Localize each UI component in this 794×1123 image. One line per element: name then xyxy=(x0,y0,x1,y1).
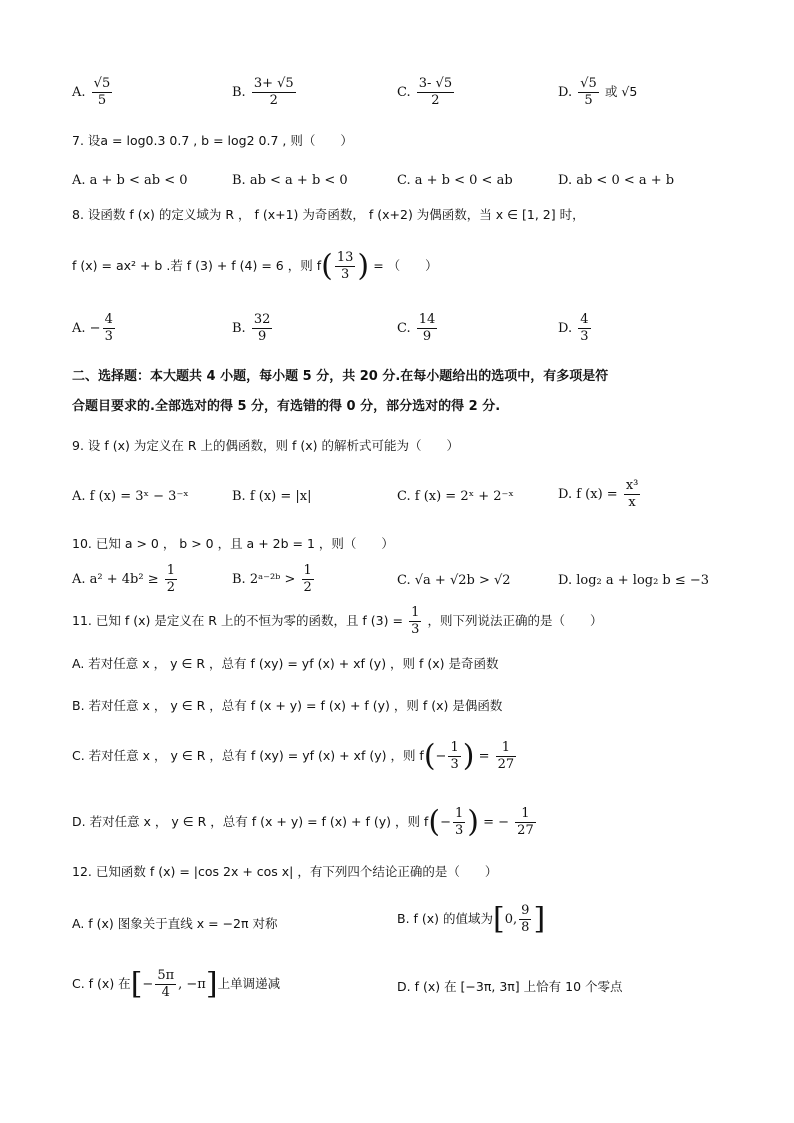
denominator: 3 xyxy=(580,329,589,344)
option-text: D. 若对任意 x ， y ∈ R ，总有 f (x + y) = f (x) + f (y) ，则 f xyxy=(72,814,429,829)
q9-stem: 9. 设 f (x) 为定义在 R 上的偶函数，则 f (x) 的解析式可能为（ ） xyxy=(72,438,459,453)
numerator: 4 xyxy=(580,312,589,327)
q9-option-d xyxy=(558,478,642,511)
q11-option-a: A. 若对任意 x ， y ∈ R ，总有 f (xy) = yf (x) + xf (y) ，则 f (x) 是奇函数 xyxy=(72,656,499,671)
q12-option-a: A. f (x) 图象关于直线 x = −2π 对称 xyxy=(72,916,278,931)
q7-option-d: D. ab < 0 < a + b xyxy=(558,173,675,188)
option-text: D. f (x) = xyxy=(558,487,618,502)
numerator: 1 xyxy=(411,605,420,620)
q9-option-c: C. f (x) = 2ˣ + 2⁻ˣ xyxy=(397,489,514,504)
minus-sign: − xyxy=(435,749,447,764)
section-heading-line2: 合题目要求的.全部选对的得 5 分，有选错的得 0 分，部分选对的得 2 分. xyxy=(72,399,501,414)
q8-stem-pre: f (x) = ax² + b .若 f (3) + f (4) = 6 ，则 f xyxy=(72,258,322,273)
fraction xyxy=(453,806,465,839)
fraction xyxy=(252,312,273,345)
q9-option-a: A. f (x) = 3ˣ − 3⁻ˣ xyxy=(72,489,189,504)
numerator: √5 xyxy=(580,76,597,91)
numerator: 5π xyxy=(157,968,175,983)
q7-option-c: C. a + b < 0 < ab xyxy=(397,173,513,188)
q6-option-c xyxy=(397,76,456,109)
option-label: C. xyxy=(397,321,411,336)
right-paren: ) xyxy=(462,738,475,774)
numerator: 1 xyxy=(496,740,517,757)
q6-option-b xyxy=(232,76,298,109)
q8-option-b xyxy=(232,312,274,345)
option-label: D. xyxy=(558,85,573,100)
q12-option-c xyxy=(72,968,280,1001)
denominator: 5 xyxy=(584,93,593,108)
q11-stem xyxy=(72,605,603,638)
numerator: 1 xyxy=(166,563,176,578)
fraction xyxy=(165,563,177,596)
left-paren: ( xyxy=(423,738,436,774)
denominator: 3 xyxy=(411,622,420,637)
q6-option-a xyxy=(72,76,114,109)
q8-stem-line1: 8. 设函数 f (x) 的定义域为 R ， f (x+1) 为奇函数， f (x+2) 为偶函数，当 x ∈ [1, 2] 时， xyxy=(72,207,585,222)
left-bracket: [ xyxy=(493,901,505,937)
denominator: 4 xyxy=(161,985,170,1000)
fraction xyxy=(252,76,296,109)
fraction xyxy=(103,312,115,345)
numerator: 1 xyxy=(515,806,536,823)
fraction xyxy=(155,968,176,1001)
denominator: 3 xyxy=(104,329,113,344)
minus-sign: − xyxy=(89,321,101,336)
q8-stem-post: = （ ） xyxy=(373,258,438,273)
fraction xyxy=(624,478,641,511)
numerator: 13 xyxy=(336,250,354,265)
fraction xyxy=(417,312,438,345)
q7-option-a: A. a + b < ab < 0 xyxy=(72,173,188,188)
option-text: B. 2ᵃ⁻²ᵇ > xyxy=(232,572,296,587)
left-bracket: [ xyxy=(130,966,143,1002)
numerator: 1 xyxy=(450,740,459,755)
fraction xyxy=(448,740,460,773)
q10-option-a xyxy=(72,563,179,596)
q10-option-d: D. log₂ a + log₂ b ≤ −3 xyxy=(558,573,710,588)
fraction xyxy=(496,740,517,773)
denominator: 3 xyxy=(340,267,350,282)
fraction xyxy=(578,312,590,345)
right-paren: ) xyxy=(467,804,479,840)
option-text: A. a² + 4b² ≥ xyxy=(72,572,159,587)
option-text: B. f (x) 的值域为 xyxy=(397,911,494,926)
denominator: 9 xyxy=(257,329,267,344)
denominator: 8 xyxy=(521,920,530,935)
denominator: 3 xyxy=(450,757,459,772)
option-label: A. xyxy=(72,85,86,100)
numerator: 1 xyxy=(454,806,464,821)
option-label: C. xyxy=(397,85,411,100)
numerator: 3- √5 xyxy=(418,76,453,91)
q6-option-d xyxy=(558,76,637,109)
option-label: D. xyxy=(558,321,573,336)
q7-option-b: B. ab < a + b < 0 xyxy=(232,173,348,188)
option-label: B. xyxy=(232,85,246,100)
q8-option-c xyxy=(397,312,439,345)
right-paren: ) xyxy=(357,248,370,284)
q8-option-d xyxy=(558,312,593,345)
q11-option-b: B. 若对任意 x ， y ∈ R ，总有 f (x + y) = f (x) + f (y) ，则 f (x) 是偶函数 xyxy=(72,698,503,713)
interval-right: , −π xyxy=(178,977,206,992)
q12-option-b xyxy=(397,903,545,936)
q10-option-c: C. √a + √2b > √2 xyxy=(397,573,511,588)
numerator: 32 xyxy=(253,312,271,327)
denominator: 27 xyxy=(517,823,534,838)
minus-sign: − xyxy=(440,815,451,830)
q8-option-a xyxy=(72,312,117,345)
option-label: B. xyxy=(232,321,246,336)
option-tail: 上单调递减 xyxy=(217,976,281,991)
option-tail: 或 √5 xyxy=(604,84,638,99)
option-label: A. xyxy=(72,321,86,336)
denominator: 2 xyxy=(303,580,312,595)
q11-stem-post: ，则下列说法正确的是（ ） xyxy=(427,613,603,628)
fraction xyxy=(519,903,531,936)
right-bracket: ] xyxy=(205,966,218,1002)
fraction xyxy=(92,76,113,109)
q9-option-b: B. f (x) = |x| xyxy=(232,489,312,504)
denominator: 27 xyxy=(497,757,515,772)
numerator: 3+ √5 xyxy=(253,76,294,91)
q8-stem-line2 xyxy=(72,250,438,283)
fraction xyxy=(578,76,599,109)
q10-stem: 10. 已知 a > 0 ， b > 0 ，且 a + 2b = 1 ，则（ ） xyxy=(72,536,394,551)
fraction xyxy=(515,806,536,839)
fraction xyxy=(417,76,454,109)
equals-minus: = − xyxy=(483,815,510,830)
left-paren: ( xyxy=(428,804,441,840)
numerator: 1 xyxy=(303,563,312,578)
denominator: 2 xyxy=(431,93,440,108)
left-paren: ( xyxy=(321,248,333,284)
denominator: 9 xyxy=(422,329,432,344)
numerator: 9 xyxy=(521,903,530,918)
q12-option-d: D. f (x) 在 [−3π, 3π] 上恰有 10 个零点 xyxy=(397,979,623,994)
numerator: 4 xyxy=(104,312,113,327)
interval-left: 0, xyxy=(504,912,518,927)
denominator: 2 xyxy=(166,580,176,595)
denominator: x xyxy=(628,495,636,510)
denominator: 2 xyxy=(269,93,278,108)
numerator: 14 xyxy=(418,312,436,327)
fraction xyxy=(302,563,314,596)
option-text: C. f (x) 在 xyxy=(72,976,131,991)
q12-stem: 12. 已知函数 f (x) = |cos 2x + cos x| ，有下列四个结论正确的是（ ） xyxy=(72,864,498,879)
numerator: x³ xyxy=(625,478,639,493)
q11-option-c xyxy=(72,740,518,773)
q11-option-d xyxy=(72,806,538,839)
q11-stem-pre: 11. 已知 f (x) 是定义在 R 上的不恒为零的函数，且 f (3) = xyxy=(72,613,403,628)
q7-stem: 7. 设a = log0.3 0.7 , b = log2 0.7 , 则（ ） xyxy=(72,133,353,148)
denominator: 5 xyxy=(97,93,107,108)
equals: = xyxy=(478,749,490,764)
option-text: C. 若对任意 x ， y ∈ R ，总有 f (xy) = yf (x) + xf (y) ，则 f xyxy=(72,748,424,763)
right-bracket: ] xyxy=(533,901,546,937)
denominator: 3 xyxy=(454,823,464,838)
numerator: √5 xyxy=(93,76,111,91)
fraction xyxy=(335,250,356,283)
minus-sign: − xyxy=(142,977,154,992)
fraction xyxy=(409,605,421,638)
section-heading-line1: 二、选择题：本大题共 4 小题，每小题 5 分，共 20 分.在每小题给出的选项中，有多项是符 xyxy=(72,369,609,384)
q10-option-b xyxy=(232,563,316,596)
